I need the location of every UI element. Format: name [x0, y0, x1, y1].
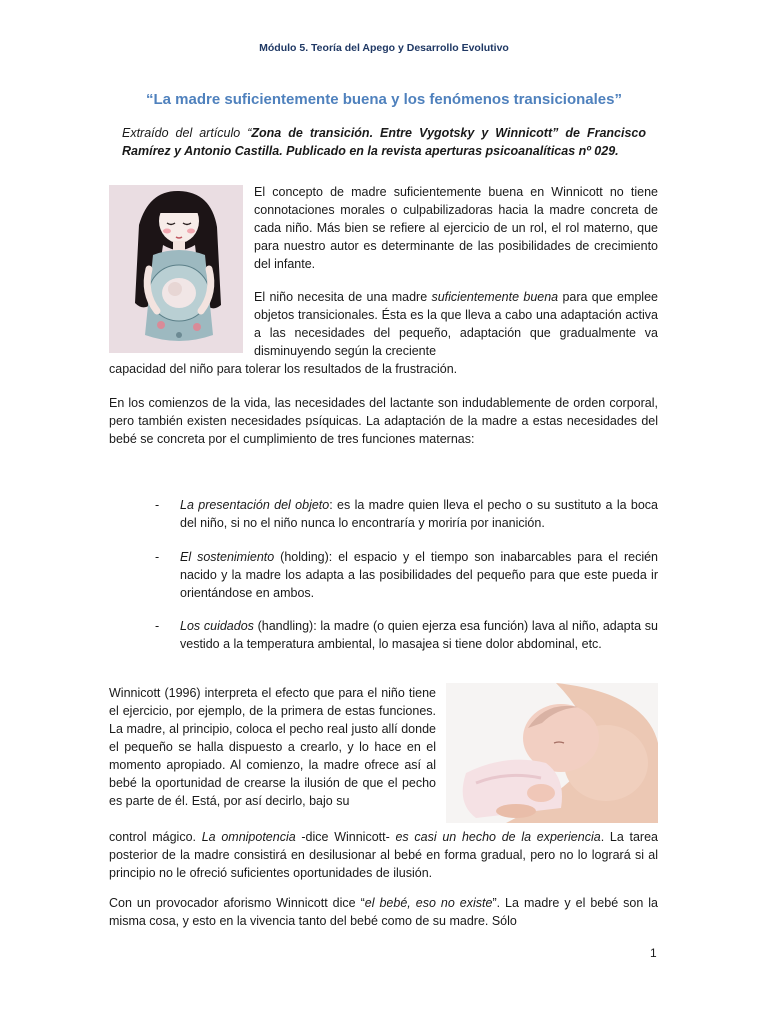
running-header: Módulo 5. Teoría del Apego y Desarrollo Evolutivo [259, 42, 509, 54]
breastfeeding-baby-photo [446, 683, 658, 823]
paragraph-4-text-b: -dice Winnicott- [295, 830, 396, 844]
paragraph-5-text-b: ”. La madre y el bebé son la misma cosa, y esto en la vivencia tanto del bebé como de su madre. Sólo [109, 896, 659, 928]
paragraph-1: El concepto de madre suficientemente buena en Winnicott no tiene connotaciones morales o culpabilizadoras hacia la madre concreta de cada niño. Más bien se refiere al ejercicio de un rol, el rol materno, que para nuestro autor es determinante de las posibilidades de crecimiento del infante. [254, 185, 658, 271]
list-text [180, 496, 658, 532]
list-dash: - [155, 550, 160, 564]
list-text [180, 617, 658, 653]
paragraph-4-emphasis-a: La omnipotencia [201, 830, 296, 844]
page-number: 1 [650, 946, 657, 960]
source-article-title: Zona de transición. Entre Vygotsky y Winnicott [251, 126, 553, 140]
list-term: Los cuidados [180, 619, 254, 633]
list-text [180, 548, 658, 602]
paragraph-5 [109, 894, 658, 930]
source-prefix: Extraído del artículo “ [122, 126, 252, 140]
paragraph-5-emphasis: el bebé, eso no existe [364, 896, 493, 910]
document-title: “La madre suficientemente buena y los fenómenos transicionales” [146, 91, 622, 108]
list-term: La presentación del objeto [180, 498, 330, 512]
list-term: El sostenimiento [180, 550, 275, 564]
paragraph-4-emphasis-b: es casi un hecho de la experiencia [395, 830, 601, 844]
paragraph-4-text-a: control mágico. [109, 830, 202, 844]
pregnant-mother-drawing [109, 185, 243, 353]
list-dash: - [155, 619, 160, 633]
paragraph-4-continuation [109, 828, 658, 882]
paragraph-2-emphasis: suficientemente buena [431, 290, 559, 304]
paragraph-2 [254, 288, 658, 360]
paragraph-3: En los comienzos de la vida, las necesidades del lactante son indudablemente de orden corporal, pero también existen necesidades psíquicas. La adaptación de la madre a estas necesidades del bebé se concreta por el cumplimiento de tres funciones maternas: [109, 396, 658, 446]
list-desc: (handling): la madre (o quien ejerza esa función) lava al niño, adapta su vestido a la temperatura ambiental, lo masajea si tiene dolor abdominal, etc. [180, 619, 658, 651]
list-desc: : es la madre quien lleva el pecho o su sustituto a la boca del niño, si no el niño nunca lo encontraría y moriría por inanición. [180, 498, 658, 530]
paragraph-2-text-a: El niño necesita de una madre [254, 290, 432, 304]
source-suffix: ” de Francisco Ramírez y Antonio Castilla. Publicado en la revista aperturas psicoanalíticas nº 029. [122, 126, 646, 158]
paragraph-2-continuation: capacidad del niño para tolerar los resultados de la frustración. [109, 362, 458, 376]
paragraph-2-text-b: para que emplee objetos transicionales. Ésta es la que lleva a cabo una adaptación activa a las necesidades del pequeño, adaptación que gradualmente va disminuyendo según la creciente [254, 290, 658, 358]
breastfeeding-baby-drawing [446, 683, 658, 823]
source-citation [122, 124, 646, 160]
paragraph-4-text-c: . La tarea posterior de la madre consistirá en desilusionar al bebé en forma gradual, pero no lo logrará si al principio no le ofreció suficientes oportunidades de ilusión. [109, 830, 658, 880]
paragraph-4: Winnicott (1996) interpreta el efecto que para el niño tiene el ejercicio, por ejemplo, de la primera de estas funciones. La madre, al principio, coloca el pecho real justo allí donde el pequeño se halla dispuesto a crearlo, y lo hace en el momento apropiado. Al comienzo, la madre ofrece así al bebé la oportunidad de crearse la ilusión de que el pecho es parte de él. Está, por así decirlo, bajo su [109, 686, 436, 808]
list-desc: (holding): el espacio y el tiempo son inabarcables para el recién nacido y la madre los adapta a las posibilidades del pequeño para que este pueda ir orientándose en ambos. [180, 550, 658, 600]
paragraph-5-text-a: Con un provocador aforismo Winnicott dice “ [109, 896, 365, 910]
list-dash: - [155, 498, 160, 512]
pregnant-mother-illustration [109, 185, 243, 353]
